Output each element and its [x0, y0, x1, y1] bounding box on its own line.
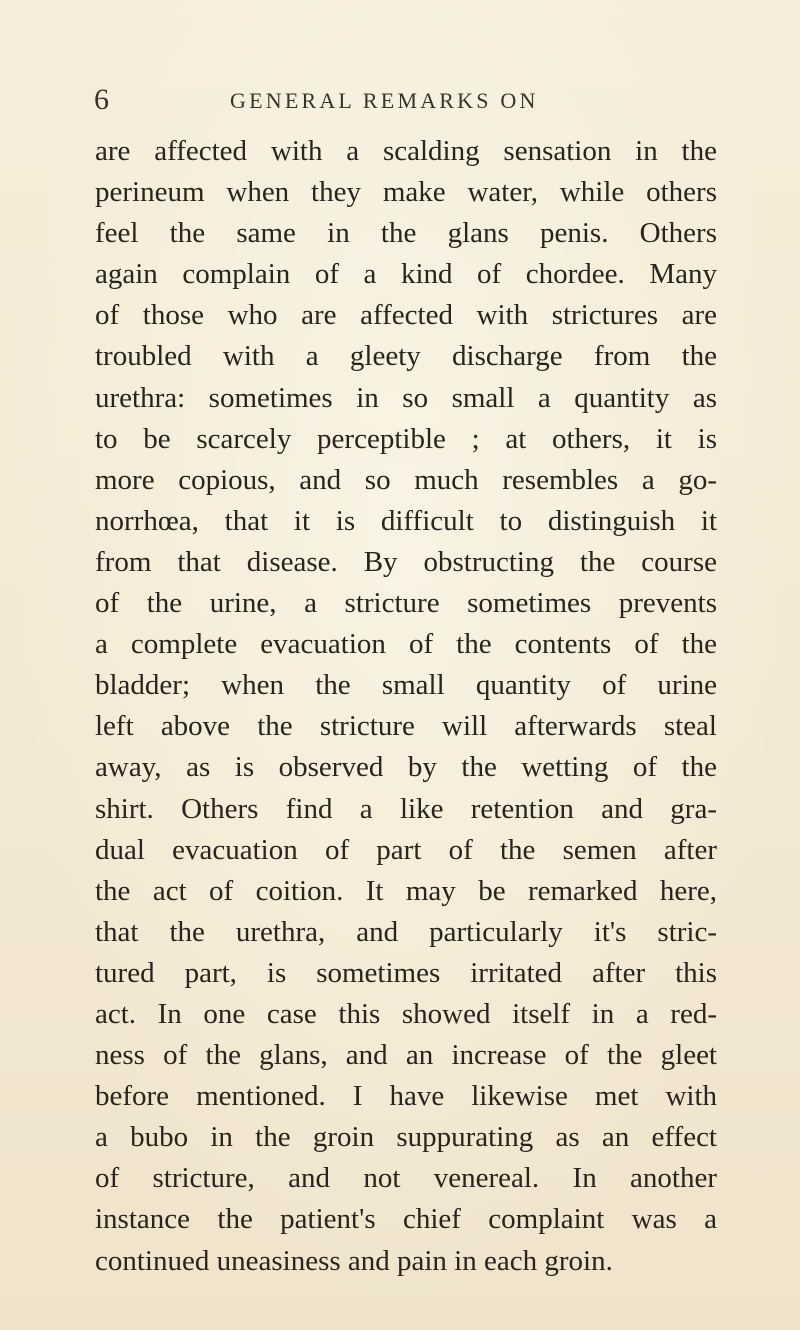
text-line: dual evacuation of part of the semen after [95, 833, 717, 866]
text-line: to be scarcely perceptible ; at others, it is [95, 422, 717, 455]
text-line: a complete evacuation of the contents of the [95, 628, 717, 661]
text-line: ness of the glans, and an increase of the gleet [95, 1039, 717, 1072]
text-line: away, as is observed by the wetting of the [95, 751, 717, 784]
text-line: of those who are affected with strictures are [95, 299, 717, 332]
text-line: left above the stricture will afterwards steal [95, 710, 717, 743]
text-line: before mentioned. I have likewise met with [95, 1080, 717, 1113]
page-number: 6 [94, 83, 109, 116]
text-line: shirt. Others find a like retention and gra- [95, 792, 717, 825]
text-line: of the urine, a stricture sometimes prevents [95, 587, 717, 620]
text-line: bladder; when the small quantity of urine [95, 669, 717, 702]
text-line: act. In one case this showed itself in a red- [95, 997, 717, 1030]
body-text [95, 131, 717, 1282]
text-line: instance the patient's chief complaint was a [95, 1203, 717, 1236]
text-line: feel the same in the glans penis. Others [95, 217, 717, 250]
text-line: urethra: sometimes in so small a quantity as [95, 381, 717, 414]
text-line: troubled with a gleety discharge from the [95, 340, 717, 373]
text-line: from that disease. By obstructing the course [95, 545, 717, 578]
text-line: of stricture, and not venereal. In another [95, 1162, 717, 1195]
text-line: a bubo in the groin suppurating as an effect [95, 1121, 717, 1154]
text-line: norrhœa, that it is difficult to distinguish it [95, 504, 717, 537]
text-line: perineum when they make water, while others [95, 176, 717, 209]
text-line: that the urethra, and particularly it's stric- [95, 915, 717, 948]
text-line: tured part, is sometimes irritated after this [95, 956, 717, 989]
text-line: the act of coition. It may be remarked here, [95, 874, 717, 907]
running-head: GENERAL REMARKS ON [230, 88, 539, 113]
text-line: again complain of a kind of chordee. Many [95, 258, 717, 291]
page-header [0, 82, 800, 122]
text-line: more copious, and so much resembles a go- [95, 463, 717, 496]
text-line: continued uneasiness and pain in each groin. [95, 1244, 613, 1277]
text-line: are affected with a scalding sensation in the [95, 135, 717, 167]
